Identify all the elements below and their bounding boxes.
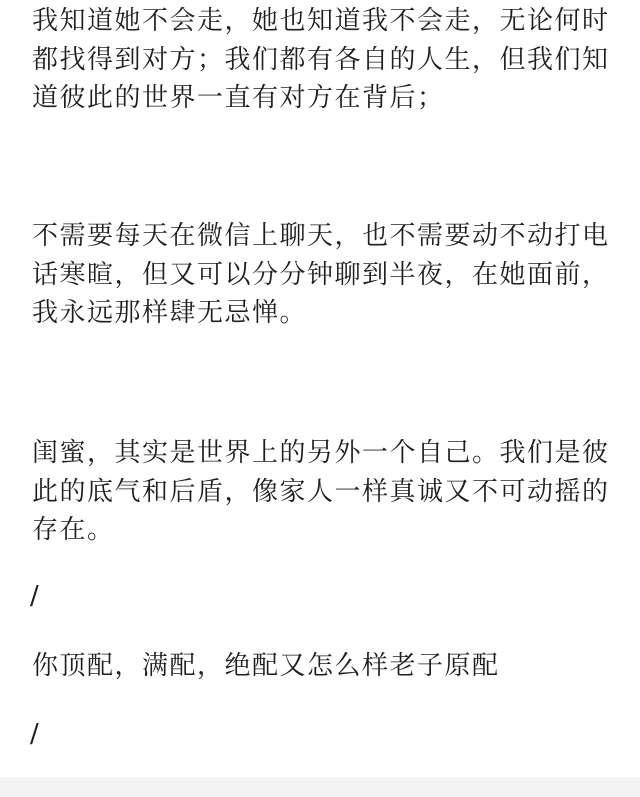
closing-line: 你顶配，满配，绝配又怎么样老子原配 <box>32 651 500 681</box>
paragraph-friendship-3: 闺蜜，其实是世界上的另外一个自己。我们是彼此的底气和后盾，像家人一样真诚又不可动摇的存在。 <box>32 438 610 545</box>
section-separator: / <box>30 719 39 749</box>
paragraph-friendship-2: 不需要每天在微信上聊天，也不需要动不动打电话寒暄，但又可以分分钟聊到半夜，在她面前，我永远那样肆无忌惮。 <box>32 221 610 328</box>
paragraph-friendship-1: 我知道她不会走，她也知道我不会走，无论何时都找得到对方；我们都有各自的人生，但我们知道彼此的世界一直有对方在背后； <box>32 6 610 113</box>
section-separator: / <box>30 581 39 611</box>
footer-strip <box>0 777 640 797</box>
